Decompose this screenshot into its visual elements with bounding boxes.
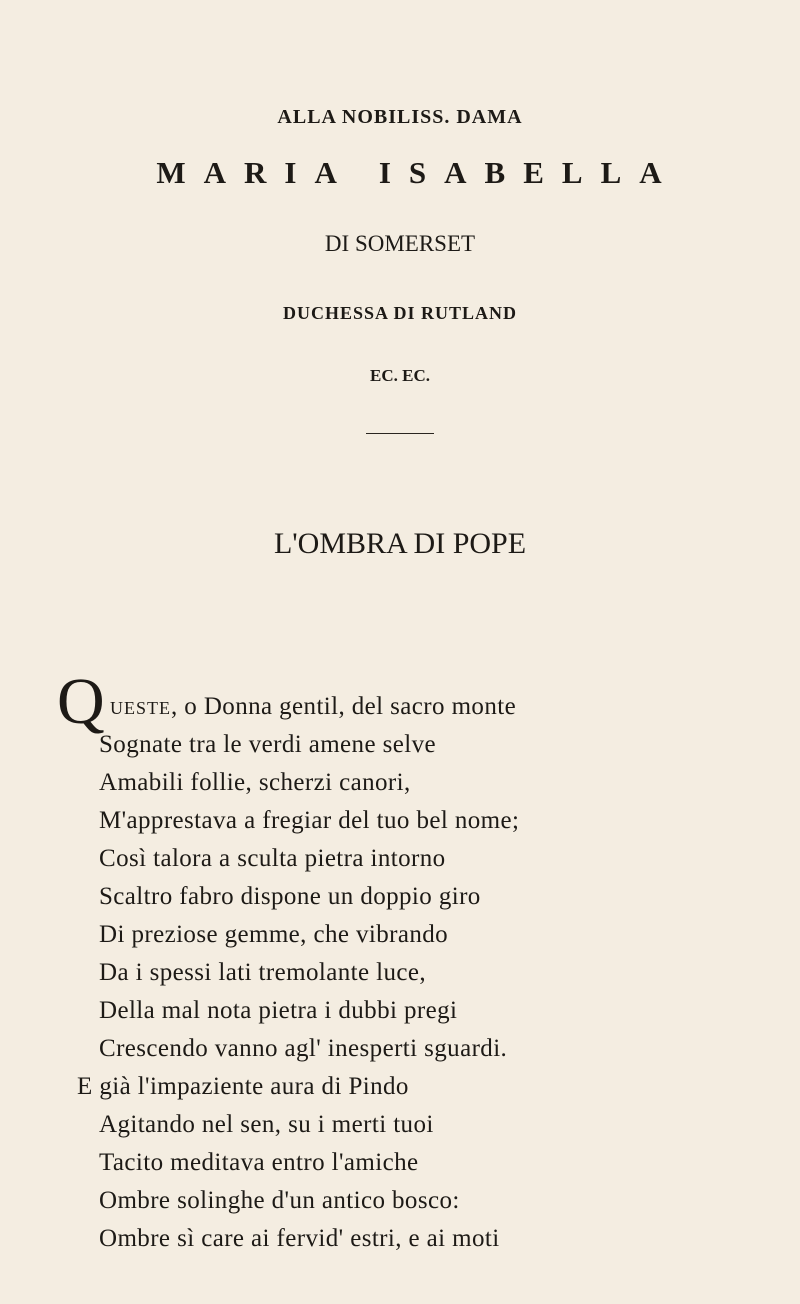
poem-line: Della mal nota pietra i dubbi pregi (99, 997, 458, 1024)
drop-cap: Q (57, 665, 105, 738)
poem-line: M'apprestava a fregiar del tuo bel nome; (99, 807, 520, 834)
section-divider (366, 433, 434, 434)
poem-line: Così talora a sculta pietra intorno (99, 845, 446, 872)
poem-line: Ombre solinghe d'un antico bosco: (99, 1187, 460, 1214)
poem-line: Crescendo vanno agl' inesperti sguardi. (99, 1035, 508, 1062)
first-line-rest: , o Donna gentil, del sacro monte (171, 693, 517, 720)
poem-line: Di preziose gemme, che vibrando (99, 921, 449, 948)
first-line-smallcaps: UESTE (110, 698, 171, 718)
poem-line: Ombre sì care ai fervid' estri, e ai moti (99, 1225, 500, 1252)
poem-line: Tacito meditava entro l'amiche (99, 1149, 419, 1176)
dedication-line-5: EC. EC. (370, 366, 430, 385)
poem-line: E già l'impaziente aura di Pindo (77, 1073, 409, 1100)
dedication-line-1: ALLA NOBILISS. DAMA (277, 106, 523, 128)
poem-line: Scaltro fabro dispone un doppio giro (99, 883, 481, 910)
poem-line: Amabili follie, scherzi canori, (99, 769, 411, 796)
poem-first-line (110, 693, 516, 721)
dedication-name: MARIA ISABELLA (156, 155, 680, 190)
poem-line: Da i spessi lati tremolante luce, (99, 959, 426, 986)
dedication-line-4: DUCHESSA DI RUTLAND (282, 303, 518, 323)
page-title: L'OMBRA DI POPE (273, 527, 527, 560)
poem-line: Sognate tra le verdi amene selve (99, 731, 436, 758)
dedication-line-3: DI SOMERSET (324, 231, 476, 256)
poem-line: Agitando nel sen, su i merti tuoi (99, 1111, 434, 1138)
